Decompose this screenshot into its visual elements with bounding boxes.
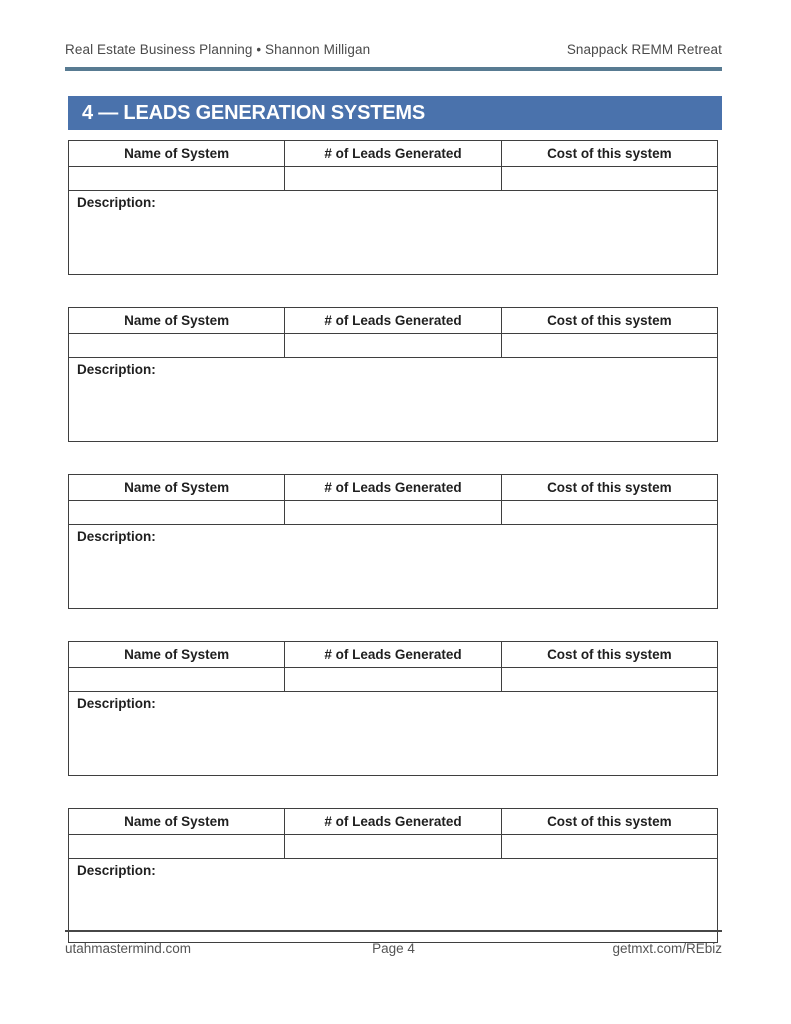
col-header-leads-generated: # of Leads Generated [285, 642, 501, 668]
name-of-system-field [69, 334, 285, 358]
col-header-leads-generated: # of Leads Generated [285, 308, 501, 334]
col-header-leads-generated: # of Leads Generated [285, 475, 501, 501]
header-right-title: Snappack REMM Retreat [566, 42, 722, 57]
col-header-name-of-system: Name of System [69, 809, 285, 835]
table-header-row [69, 141, 718, 167]
tables-container [68, 140, 718, 975]
col-header-cost-of-system: Cost of this system [501, 141, 717, 167]
col-header-cost-of-system: Cost of this system [501, 809, 717, 835]
cost-of-system-field [501, 334, 717, 358]
footer-left-url: utahmastermind.com [65, 941, 192, 956]
header-divider [65, 67, 722, 71]
table-description-row [69, 191, 718, 275]
lead-system-table-2 [68, 307, 718, 442]
page-header [65, 42, 722, 57]
description-label: Description: [77, 362, 156, 377]
col-header-name-of-system: Name of System [69, 308, 285, 334]
col-header-leads-generated: # of Leads Generated [285, 141, 501, 167]
col-header-cost-of-system: Cost of this system [501, 475, 717, 501]
col-header-name-of-system: Name of System [69, 141, 285, 167]
description-label: Description: [77, 195, 156, 210]
section-banner [68, 96, 722, 130]
section-title: 4 — LEADS GENERATION SYSTEMS [82, 102, 425, 124]
table-value-row [69, 668, 718, 692]
lead-system-table-4 [68, 641, 718, 776]
col-header-cost-of-system: Cost of this system [501, 308, 717, 334]
cost-of-system-field [501, 668, 717, 692]
cost-of-system-field [501, 167, 717, 191]
leads-generated-field [285, 167, 501, 191]
header-left-title: Real Estate Business Planning • Shannon Milligan [65, 42, 371, 57]
table-header-row [69, 475, 718, 501]
leads-generated-field [285, 668, 501, 692]
col-header-cost-of-system: Cost of this system [501, 642, 717, 668]
description-field [69, 692, 718, 776]
name-of-system-field [69, 835, 285, 859]
lead-system-table-1 [68, 140, 718, 275]
cost-of-system-field [501, 835, 717, 859]
name-of-system-field [69, 167, 285, 191]
col-header-name-of-system: Name of System [69, 642, 285, 668]
cost-of-system-field [501, 501, 717, 525]
leads-generated-field [285, 501, 501, 525]
lead-system-table-5 [68, 808, 718, 943]
name-of-system-field [69, 501, 285, 525]
table-header-row [69, 308, 718, 334]
description-label: Description: [77, 696, 156, 711]
name-of-system-field [69, 668, 285, 692]
lead-system-table-3 [68, 474, 718, 609]
footer-right-url: getmxt.com/REbiz [612, 941, 722, 956]
table-value-row [69, 501, 718, 525]
leads-generated-field [285, 334, 501, 358]
description-label: Description: [77, 863, 156, 878]
table-description-row [69, 358, 718, 442]
description-field [69, 358, 718, 442]
table-header-row [69, 809, 718, 835]
footer-page-number: Page 4 [372, 941, 415, 956]
col-header-name-of-system: Name of System [69, 475, 285, 501]
table-description-row [69, 525, 718, 609]
table-value-row [69, 167, 718, 191]
col-header-leads-generated: # of Leads Generated [285, 809, 501, 835]
description-label: Description: [77, 529, 156, 544]
footer-divider [65, 930, 722, 932]
description-field [69, 191, 718, 275]
table-header-row [69, 642, 718, 668]
page-footer [65, 941, 722, 956]
table-value-row [69, 835, 718, 859]
table-value-row [69, 334, 718, 358]
description-field [69, 525, 718, 609]
leads-generated-field [285, 835, 501, 859]
table-description-row [69, 692, 718, 776]
